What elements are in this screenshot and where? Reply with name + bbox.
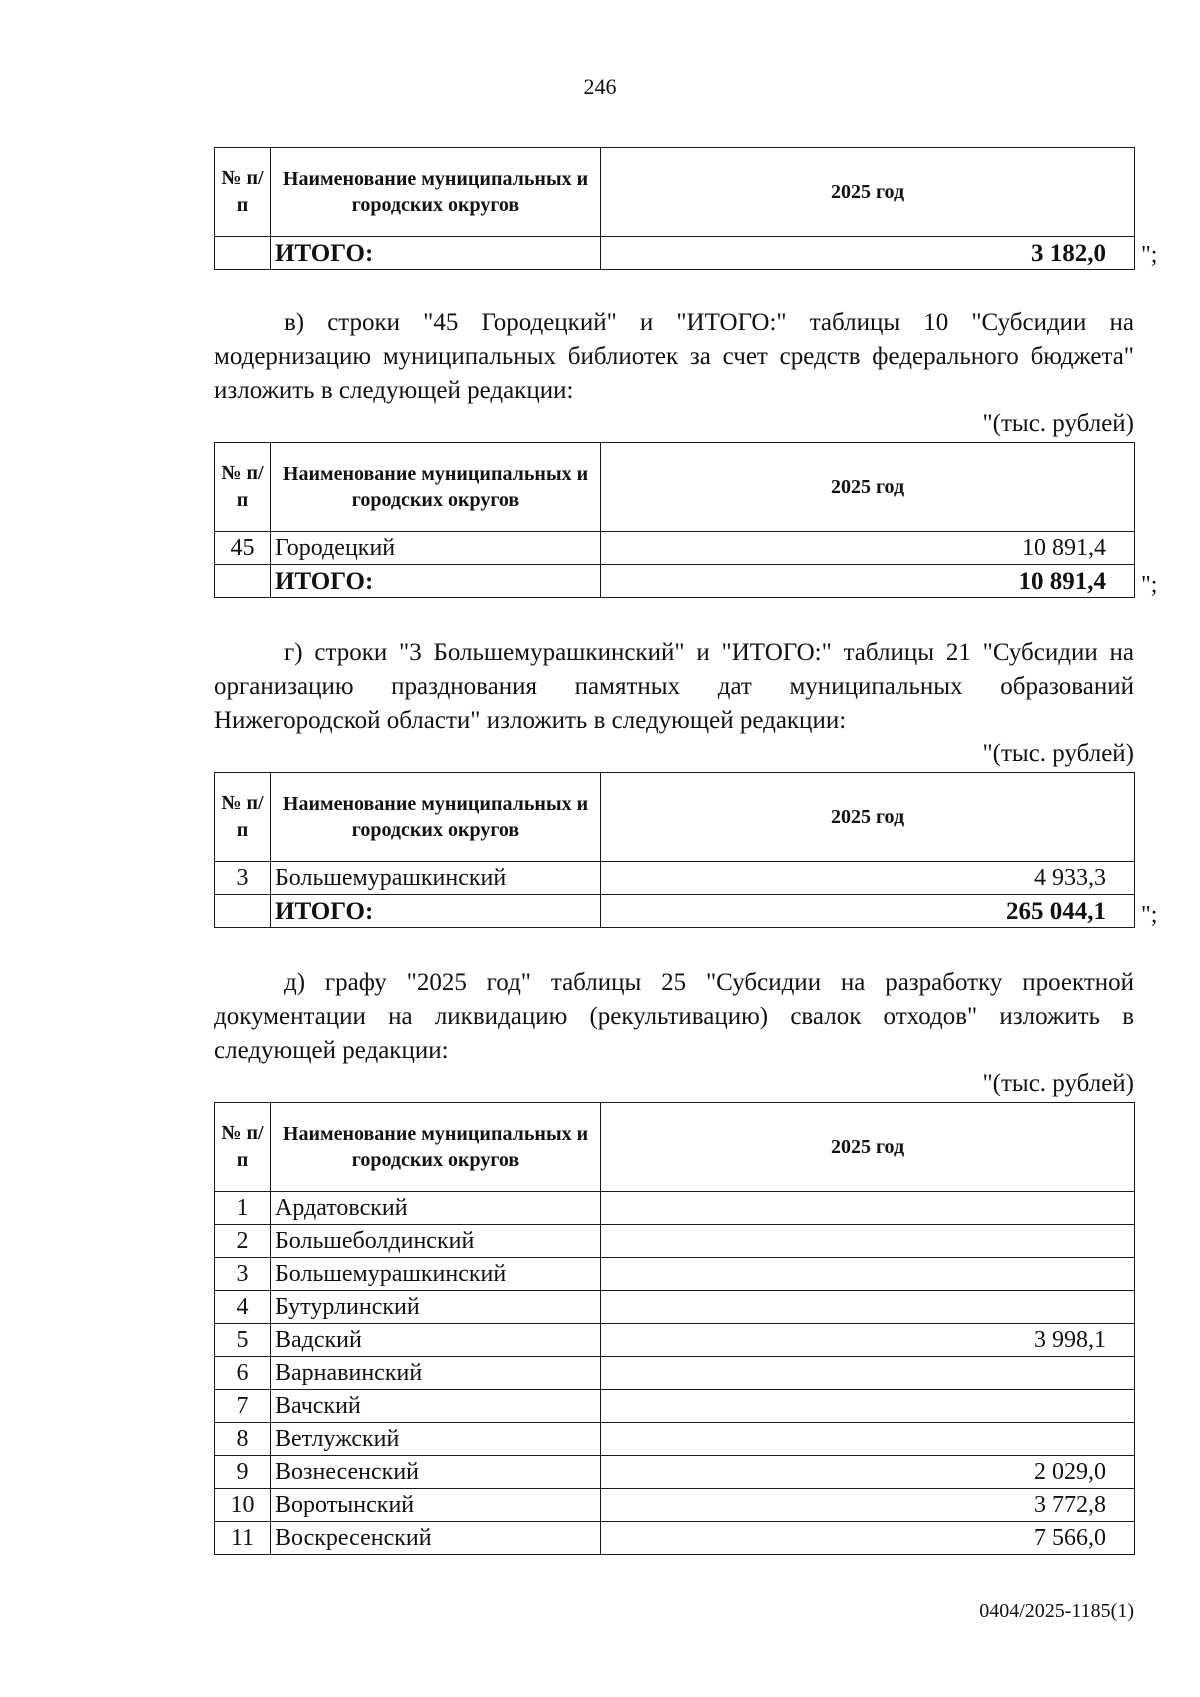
row-num: 3 [215,862,271,895]
total-num [215,237,271,270]
row-num: 10 [215,1489,271,1522]
row-num: 1 [215,1192,271,1225]
table-row [215,1456,1135,1489]
paragraph-v-text: в) строки "45 Городецкий" и "ИТОГО:" таблицы 10 "Субсидии на модернизацию муниципальных библиотек за счет средств федерального бюджета" изложить в следующей редакции: [214,309,1134,404]
row-name: Большемурашкинский [271,862,601,895]
row-value [601,1357,1135,1390]
total-row [215,237,1135,270]
paragraph-d [214,966,1134,1068]
row-name: Вадский [271,1324,601,1357]
row-num: 45 [215,532,271,565]
close-quote-mark: "; [1141,572,1158,598]
row-num: 5 [215,1324,271,1357]
row-num: 6 [215,1357,271,1390]
row-value: 3 998,1 [601,1324,1135,1357]
table-d [214,1102,1135,1555]
total-value: 10 891,4 [601,565,1135,598]
row-num: 7 [215,1390,271,1423]
header-name: Наименование муниципальных и городских округов [271,443,601,532]
header-name: Наименование муниципальных и городских округов [271,1103,601,1192]
row-name: Варнавинский [271,1357,601,1390]
row-num: 8 [215,1423,271,1456]
table-row [215,1357,1135,1390]
header-year: 2025 год [601,148,1135,237]
total-label: ИТОГО: [271,565,601,598]
row-value [601,1291,1135,1324]
close-quote-mark: "; [1141,242,1158,268]
header-num: № п/п [215,1103,271,1192]
table-g [214,772,1135,928]
unit-label: "(тыс. рублей) [982,1070,1134,1097]
table-row [215,1423,1135,1456]
row-value [601,1423,1135,1456]
header-num: № п/п [215,773,271,862]
table-header-row [215,443,1135,532]
row-value [601,1258,1135,1291]
total-num [215,565,271,598]
row-name: Вачский [271,1390,601,1423]
table-header-row [215,773,1135,862]
header-year: 2025 год [601,443,1135,532]
row-num: 2 [215,1225,271,1258]
row-value [601,1192,1135,1225]
row-name: Большемурашкинский [271,1258,601,1291]
table-row [215,1192,1135,1225]
header-num: № п/п [215,443,271,532]
header-name: Наименование муниципальных и городских округов [271,773,601,862]
total-row [215,565,1135,598]
row-value: 7 566,0 [601,1522,1135,1555]
table-row [215,1390,1135,1423]
row-name: Воскресенский [271,1522,601,1555]
table-header-row [215,148,1135,237]
row-name: Ардатовский [271,1192,601,1225]
table-row [215,1324,1135,1357]
total-label: ИТОГО: [271,237,601,270]
row-num: 3 [215,1258,271,1291]
row-value [601,1225,1135,1258]
table-row [215,862,1135,895]
paragraph-d-text: д) графу "2025 год" таблицы 25 "Субсидии на разработку проектной документации на ликвидацию (рекультивацию) свалок отходов" изложить в следующей редакции: [214,969,1134,1064]
row-name: Ветлужский [271,1423,601,1456]
row-name: Воротынский [271,1489,601,1522]
unit-label: "(тыс. рублей) [982,410,1134,437]
row-name: Большеболдинский [271,1225,601,1258]
table-row [215,532,1135,565]
total-value: 265 044,1 [601,895,1135,928]
total-value: 3 182,0 [601,237,1135,270]
row-value: 2 029,0 [601,1456,1135,1489]
paragraph-g-text: г) строки "3 Большемурашкинский" и "ИТОГО:" таблицы 21 "Субсидии на организацию празднования памятных дат муниципальных образований Нижегородской области" изложить в следующей редакции: [214,639,1134,734]
close-quote-mark: "; [1141,902,1158,928]
table-row [215,1489,1135,1522]
document-code: 0404/2025-1185(1) [979,1600,1134,1622]
row-name: Вознесенский [271,1456,601,1489]
total-num [215,895,271,928]
row-num: 9 [215,1456,271,1489]
total-row [215,895,1135,928]
row-name: Городецкий [271,532,601,565]
row-name: Бутурлинский [271,1291,601,1324]
table-header-row [215,1103,1135,1192]
row-value [601,1390,1135,1423]
row-num: 11 [215,1522,271,1555]
table-v [214,442,1135,598]
table-row [215,1258,1135,1291]
row-value: 10 891,4 [601,532,1135,565]
row-num: 4 [215,1291,271,1324]
total-label: ИТОГО: [271,895,601,928]
unit-label: "(тыс. рублей) [982,740,1134,767]
paragraph-g [214,636,1134,738]
header-year: 2025 год [601,773,1135,862]
row-value: 3 772,8 [601,1489,1135,1522]
table-row [215,1225,1135,1258]
header-name: Наименование муниципальных и городских округов [271,148,601,237]
table-row [215,1522,1135,1555]
row-value: 4 933,3 [601,862,1135,895]
table-row [215,1291,1135,1324]
header-year: 2025 год [601,1103,1135,1192]
paragraph-v [214,306,1134,408]
header-num: № п/п [215,148,271,237]
table-a [214,147,1135,270]
page-number: 246 [583,74,617,99]
